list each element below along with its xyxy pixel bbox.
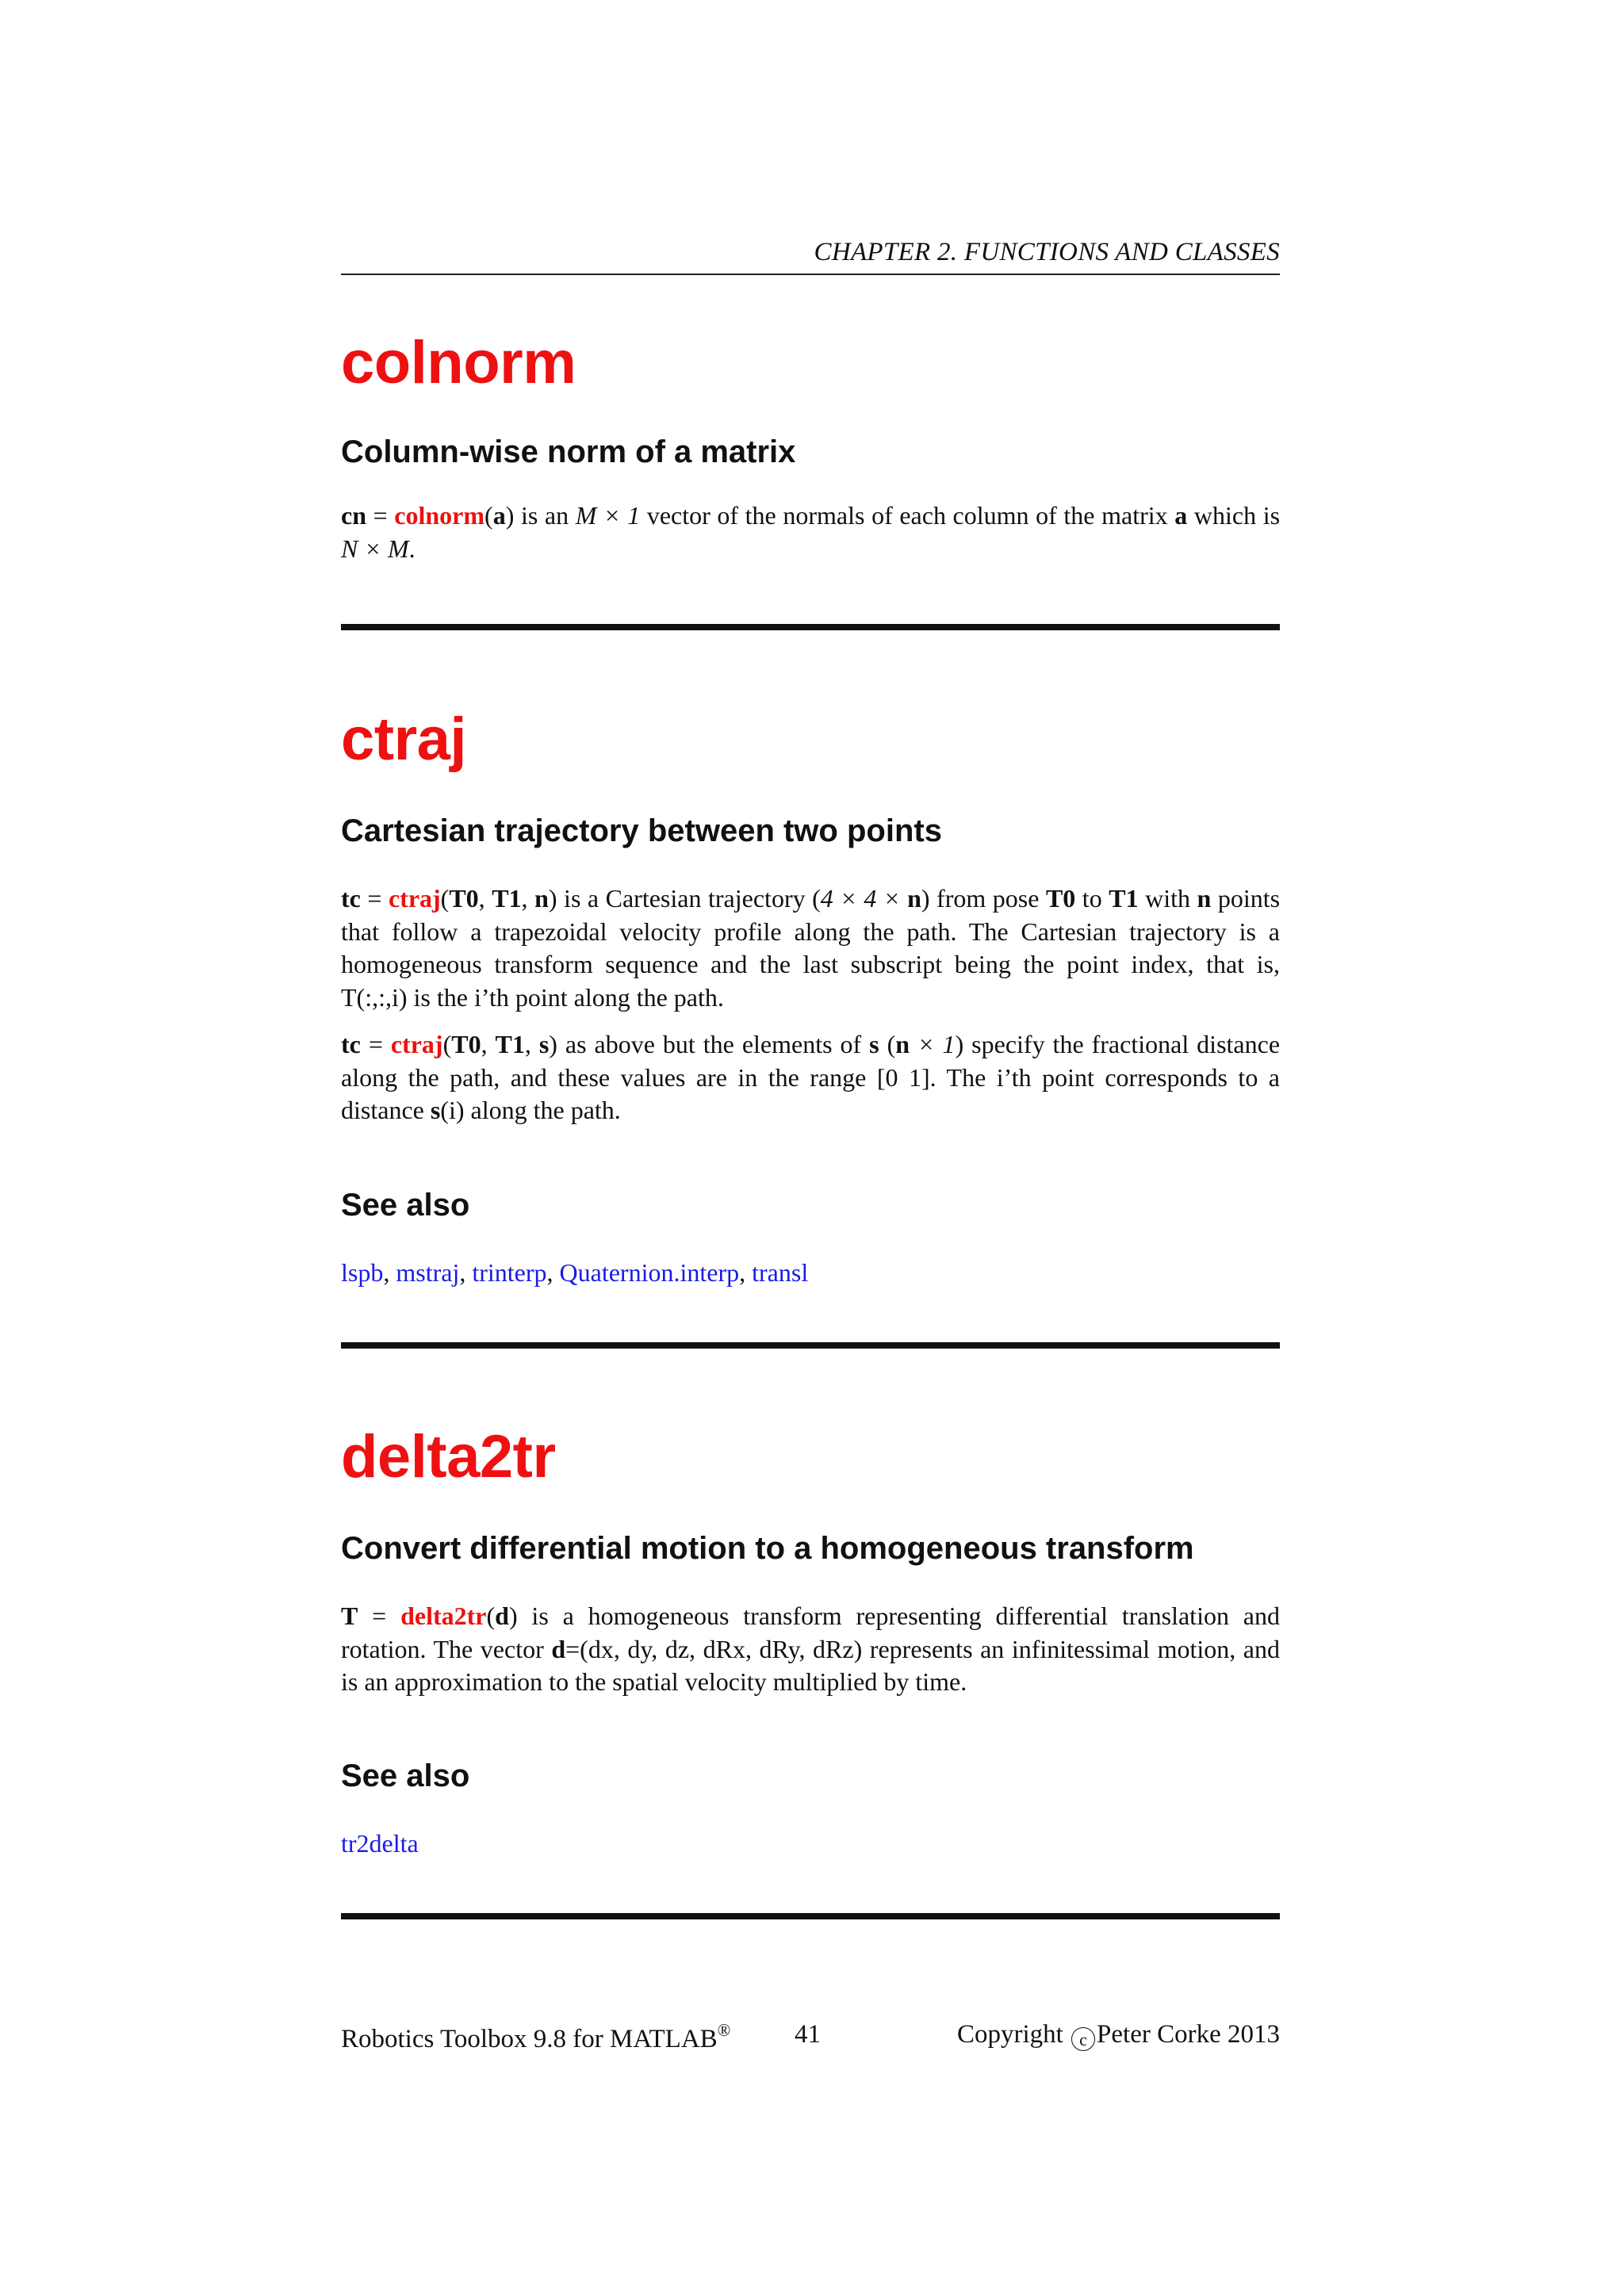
function-name: ctraj — [390, 1030, 443, 1058]
header-rule — [341, 274, 1280, 275]
function-subtitle: Cartesian trajectory between two points — [341, 813, 942, 848]
description-paragraph: tc = ctraj(T0, T1, n) is a Cartesian trajectory (4 × 4 × n) from pose T0 to T1 with n points that follow a trapezoidal velocity profile along the path. The Cartesian trajectory is a homogeneous transform sequence and the last subscript being the point index, that is, T(:,:,i) is the i’th point along the path. — [341, 884, 1281, 1012]
running-head: CHAPTER 2. FUNCTIONS AND CLASSES — [814, 238, 1280, 266]
link-quaternion-interp[interactable]: Quaternion.interp — [559, 1258, 740, 1287]
function-title: delta2tr — [341, 1423, 556, 1490]
footer-copyright: Copyright c Peter Corke 2013 — [956, 2020, 1280, 2049]
description-paragraph: T = delta2tr(d) is a homogeneous transform representing differential translation and rotation. The vector d=(dx, dy, dz, dRx, dRy, dRz) represents an infinitessimal motion, and is an approximation to the spatial velocity multiplied by time. — [341, 1601, 1281, 1696]
footer-title: Robotics Toolbox 9.8 for MATLAB® — [341, 2020, 731, 2053]
see-also-links: lspb, mstraj, trinterp, Quaternion.interp, transl — [341, 1258, 809, 1287]
function-subtitle: Column-wise norm of a matrix — [341, 434, 796, 469]
function-subtitle: Convert differential motion to a homogeneous transform — [341, 1531, 1194, 1566]
link-tr2delta[interactable]: tr2delta — [341, 1829, 419, 1858]
function-name: colnorm — [394, 501, 485, 530]
copyright-icon: c — [1071, 2027, 1095, 2051]
entry-ctraj — [341, 706, 1281, 1287]
page-number: 41 — [795, 2020, 821, 2049]
entry-delta2tr — [341, 1423, 1281, 1858]
link-lspb[interactable]: lspb — [341, 1258, 384, 1287]
description-paragraph: tc = ctraj(T0, T1, s) as above but the elements of s (n × 1) specify the fractional distance along the path, and these values are in the range [0 1]. The i’th point corresponds to a distance s(i) along the path. — [341, 1030, 1281, 1124]
section-separator — [341, 624, 1280, 630]
page — [341, 0, 1280, 2296]
input-arg: a — [492, 501, 506, 530]
link-transl[interactable]: transl — [752, 1258, 809, 1287]
registered-mark: ® — [717, 2020, 731, 2040]
link-mstraj[interactable]: mstraj — [396, 1258, 460, 1287]
link-trinterp[interactable]: trinterp — [472, 1258, 547, 1287]
section-separator — [341, 1913, 1280, 1919]
math-dims: M × 1 — [575, 501, 641, 530]
description-paragraph: cn = colnorm(a) is an M × 1 vector of the normals of each column of the matrix a which is N × M. — [341, 501, 1281, 563]
math-dims: N × M — [341, 534, 409, 563]
see-also-links — [341, 1827, 419, 1859]
function-name: ctraj — [388, 884, 441, 913]
function-title: colnorm — [341, 329, 576, 396]
function-name: delta2tr — [400, 1601, 487, 1630]
function-title: ctraj — [341, 706, 467, 773]
section-separator — [341, 1342, 1280, 1349]
output-var: cn — [341, 501, 366, 530]
entry-colnorm — [341, 329, 1281, 563]
see-also-heading: See also — [341, 1188, 470, 1223]
see-also-heading: See also — [341, 1758, 470, 1793]
